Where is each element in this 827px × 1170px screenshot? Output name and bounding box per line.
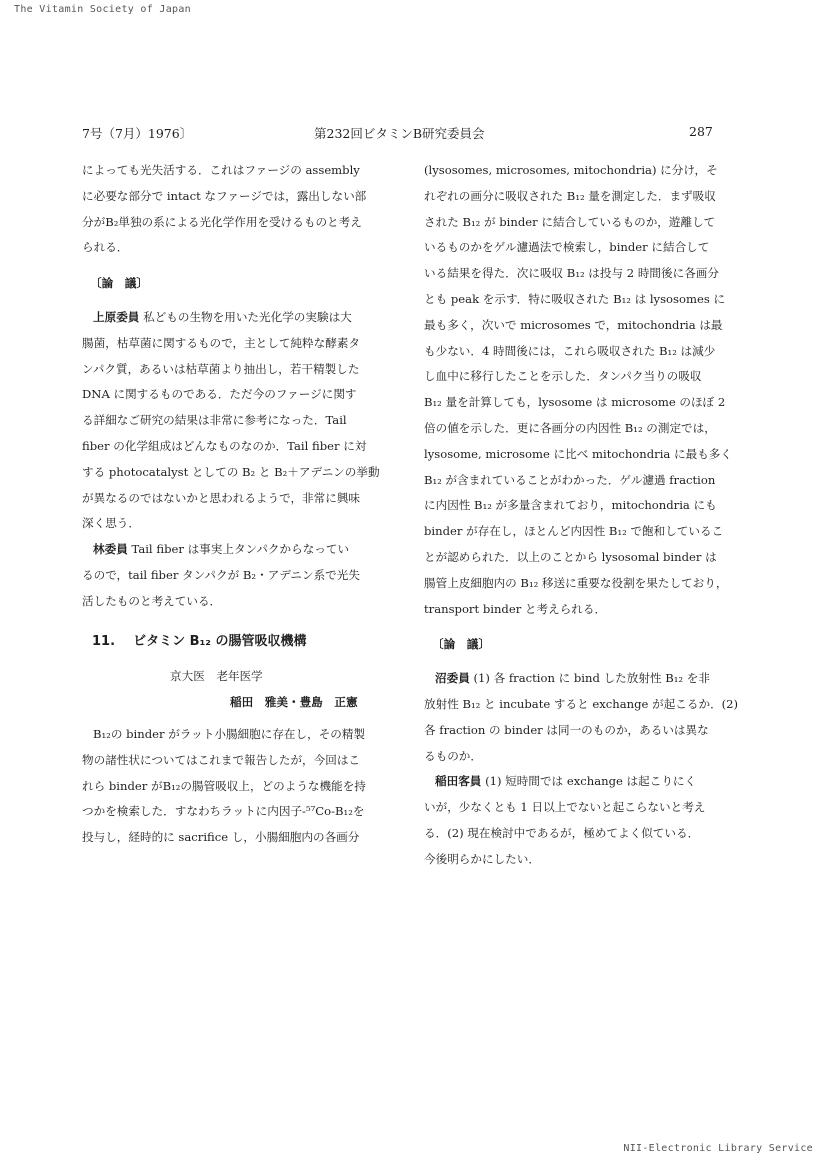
running-title: 第232回ビタミンB研究委員会 [314, 126, 485, 141]
text-line: 深く思う． [82, 516, 140, 531]
section-title: ビタミン B₁₂ の腸管吸収機構 [133, 633, 307, 649]
uehara-remark [82, 305, 390, 537]
text-line: によっても光失活する．これはファージの assembly [82, 163, 360, 177]
issue-info: 7号（7月）1976〕 [82, 126, 193, 141]
discussion-heading: 〔論 議〕 [90, 276, 148, 291]
text-line: る詳細なご研究の結果は非常に参考になった．Tail [82, 413, 347, 428]
text-line: ンパク質，あるいは枯草菌より抽出し，若干精製した [82, 361, 360, 376]
text-line: に内因性 B₁₂ が多量含まれており，mitochondria にも [424, 498, 717, 513]
text-line: (1) 短時間では exchange は起こりにく [485, 774, 697, 789]
text-line: 私どもの生物を用いた光化学の実験は大 [143, 309, 352, 324]
text-line: る．(2) 現在検討中であるが，極めてよく似ている． [424, 825, 700, 840]
text-line: いるものかをゲル濾過法で検索し，binder に結合して [424, 240, 710, 255]
text-line: transport binder と考えられる． [424, 601, 607, 616]
text-line: とが認められた．以上のことから lysosomal binder は [424, 549, 717, 564]
text-line: 各 fraction の binder は同一のものか，あるいは異な [424, 722, 709, 737]
text-line: 今後明らかにしたい． [424, 851, 540, 866]
intro-paragraph [82, 158, 390, 261]
text-line: も少ない．4 時間後には，これら吸収された B₁₂ は減少 [424, 343, 716, 358]
text-line: DNA に関するものである．ただ今のファージに関す [82, 387, 357, 402]
text-line: 活したものと考えている． [82, 593, 222, 608]
text-line: B₁₂ が含まれていることがわかった．ゲル濾過 fraction [424, 472, 716, 487]
text-line: する photocatalyst としての B₂ と B₂＋アデニンの挙動 [82, 464, 380, 479]
hayashi-remark [82, 537, 390, 614]
text-line: 最も多く，次いで microsomes で，mitochondria は最 [424, 317, 723, 332]
text-line: 腸管上皮細胞内の B₁₂ 移送に重要な役割を果たしており， [424, 575, 728, 590]
text-line: に必要な部分で intact なファージでは，露出しない部 [82, 188, 367, 203]
text-line: lysosome, microsome に比べ mitochondria に最も多く [424, 446, 732, 461]
page-number: 287 [689, 124, 713, 139]
speaker-name: 上原委員 [93, 309, 140, 324]
authors: 稲田 雅美・豊島 正憲 [230, 695, 358, 710]
section-heading [82, 629, 390, 655]
library-banner: NII-Electronic Library Service [623, 1143, 813, 1154]
text-line: るものか． [424, 748, 482, 763]
speaker-name: 稲田客員 [435, 774, 482, 789]
text-line: れぞれの画分に吸収された B₁₂ 量を測定した．まず吸収 [424, 188, 716, 203]
text-line: binder が存在し，ほとんど内因性 B₁₂ で飽和しているこ [424, 524, 724, 539]
abstract-continuation [424, 158, 732, 622]
text-line: 腸菌，枯草菌に関するもので，主として純粋な酵素タ [82, 335, 361, 350]
text-line: Tail fiber は事実上タンパクからなってい [131, 542, 350, 557]
speaker-name: 林委員 [93, 542, 128, 557]
right-column [424, 158, 739, 873]
left-column [82, 158, 390, 851]
text-line: (lysosomes, microsomes, mitochondria) に分け，そ [424, 163, 718, 177]
text-line: された B₁₂ が binder に結合しているものか，遊離して [424, 214, 716, 229]
text-line: B₁₂の binder がラット小腸細胞に存在し，その精製 [93, 726, 366, 741]
text-line: し血中に移行したことを示した．タンパク当りの吸収 [424, 369, 702, 384]
text-line: が異なるのではないかと思われるようで，非常に興味 [82, 490, 361, 505]
text-line: 倍の値を示した．更に各画分の内因性 B₁₂ の測定では， [424, 420, 716, 435]
text-line: 物の諸性状についてはこれまで報告したが，今回はこ [82, 752, 361, 767]
text-line: いる結果を得た．次に吸収 B₁₂ は投与 2 時間後に各画分 [424, 266, 719, 281]
text-line: fiber の化学組成はどんなものなのか．Tail fiber に対 [82, 438, 367, 453]
text-line: いが，少なくとも 1 日以上でないと起こらないと考え [424, 800, 706, 815]
speaker-name: 沼委員 [435, 671, 470, 686]
abstract-paragraph [82, 722, 390, 851]
text-line: 投与し，経時的に sacrifice し，小腸細胞内の各画分 [82, 830, 360, 845]
text-line: とも peak を示す．特に吸収された B₁₂ は lysosomes に [424, 291, 726, 306]
numa-remark [424, 666, 739, 769]
discussion-heading: 〔論 議〕 [432, 637, 490, 652]
text-line: れら binder がB₁₂の腸管吸収上，どのような機能を持 [82, 778, 366, 793]
text-line: (1) 各 fraction に bind した放射性 B₁₂ を非 [473, 671, 710, 686]
text-line: つかを検索した．すなわちラットに内因子-⁵⁷Co-B₁₂を [82, 804, 365, 819]
text-line: 分がB₂単独の系による光化学作用を受けるものと考え [82, 214, 362, 229]
text-line: 放射性 B₁₂ と incubate すると exchange が起こるか．(2) [424, 696, 739, 711]
publisher-banner: The Vitamin Society of Japan [14, 4, 191, 15]
affiliation: 京大医 老年医学 [170, 669, 263, 684]
text-line: るので，tail fiber タンパクが B₂・アデニン系で光失 [82, 567, 360, 582]
inada-remark [424, 769, 732, 872]
text-line: B₁₂ 量を計算しても，lysosome は microsome のほぼ 2 [424, 395, 726, 410]
text-line: られる． [82, 240, 129, 255]
section-number: 11. [92, 633, 116, 649]
